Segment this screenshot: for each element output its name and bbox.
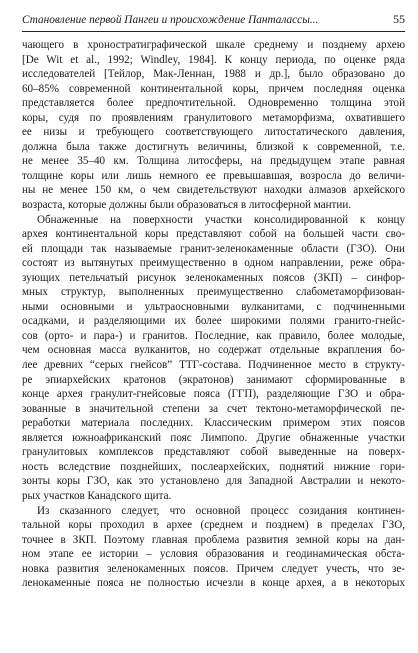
text-line: новка развития зеленокаменных поясов. Причем следует учесть, что зе- <box>22 562 405 575</box>
text-line: зонты коры ГЗО, как это установлено для Западной Австралии и некото- <box>22 475 405 488</box>
text-line: точнее в ЗКП. Поэтому главная проблема развития земной коры на дан- <box>22 533 405 546</box>
text-line: зованные в значительной степени за счет тектоно-метаморфической пе- <box>22 402 405 415</box>
text-line: тальной коры проходил в архее (среднем и позднем) в пределах ГЗО, <box>22 519 405 532</box>
text-line: Из сказанного следует, что основной процесс созидания континен- <box>37 504 405 517</box>
text-line: должна была также достигнуть величины, близкой к современной, т.е. <box>22 140 405 153</box>
text-line: чающего в хроностратиграфической шкале среднему и позднему архею <box>22 39 405 51</box>
text-line: представляется более предпочтительной. Одновременно толщина этой <box>22 97 405 110</box>
text-line: осадками, и разделяющими их более широкими полями гранито-гнейс- <box>22 315 405 328</box>
text-line: ре эпиархейских кратонов (экратонов) занимают сформированные в <box>22 373 405 386</box>
text-line: толщине коры или лишь немного ее превышавшая, возросла до величи- <box>22 169 405 182</box>
text-line: ее низы и требующего соответствующего литостатического давления, <box>22 126 405 139</box>
body-text <box>22 38 405 591</box>
text-line: [De Wit et al., 1992; Windley, 1984]. К концу периода, по оценке ряда <box>22 53 405 66</box>
text-line: гранулитовых комплексов представляют собой выведенные на поверх- <box>22 446 405 459</box>
text-line: лее древних “серых гнейсов” ТТГ-состава. Подчиненное место в структу- <box>22 359 405 372</box>
running-title: Становление первой Пангеи и происхождение Панталассы... <box>22 14 319 26</box>
text-line: ными основными и ультраосновными вулканитами, с подчиненными <box>22 300 405 313</box>
text-line: возраста, которые должны были образоваться в литосферной мантии. <box>22 199 352 212</box>
text-line: архея континентальной коры представляют собой на большей части сво- <box>22 228 405 241</box>
text-line: ны не менее 150 км, о чем свидетельствуют находки алмазов архейского <box>22 184 405 197</box>
text-line: исследователей [Тейлор, Мак-Леннан, 1988 и др.], было образовано до <box>22 68 405 81</box>
text-line: рых участков Канадского щита. <box>22 489 172 502</box>
text-line: Обнаженные на поверхности участки консолидированной к концу <box>37 213 405 226</box>
text-line: ей площади так называемые гранит-зеленокаменные области (ГЗО). Они <box>22 242 405 255</box>
text-line: чем основная масса вулканитов, но содержат отдельные вкрапления бо- <box>22 344 405 357</box>
text-line: является южноафриканский пояс Лимпопо. Другие обнаженные участки <box>22 431 405 444</box>
running-header <box>22 10 405 32</box>
text-line: состоят из вытянутых преимущественно в одном направлении, реже обра- <box>22 257 405 270</box>
text-line: 60–85% современной континентальной коры, причем последняя оценка <box>22 82 405 95</box>
text-line: не менее 35–40 км. Толщина литосферы, на предыдущем этапе равная <box>22 155 405 168</box>
page-number: 55 <box>393 12 405 26</box>
text-line: ность вследствие позднейших, послеархейских, поднятий нижние гори- <box>22 460 405 473</box>
text-line: сов (орто- и пара-) и гранитов. Последние, как правило, более молодые, <box>22 329 405 342</box>
text-line: реработки материала последних. Классическим примером этих поясов <box>22 417 405 430</box>
text-line: мных структур, выполненных преимущественно слабометаморфизован- <box>22 286 405 299</box>
text-line: зующих петельчатый рисунок зеленокаменных поясов (ЗКП) – синфор- <box>22 271 405 284</box>
text-line: конце архея гранулит-гнейсовые пояса (ГГП), разделяющие ГЗО и обра- <box>22 388 405 401</box>
text-line: коры, судя по проявлениям гранулитового метаморфизма, охватившего <box>22 111 405 124</box>
text-line: ном этапе ее истории – условия образования и геодинамическая обста- <box>22 548 405 561</box>
text-line: ленокаменные пояса не полностью исчезли в конце архея, а в некоторых <box>22 577 405 590</box>
